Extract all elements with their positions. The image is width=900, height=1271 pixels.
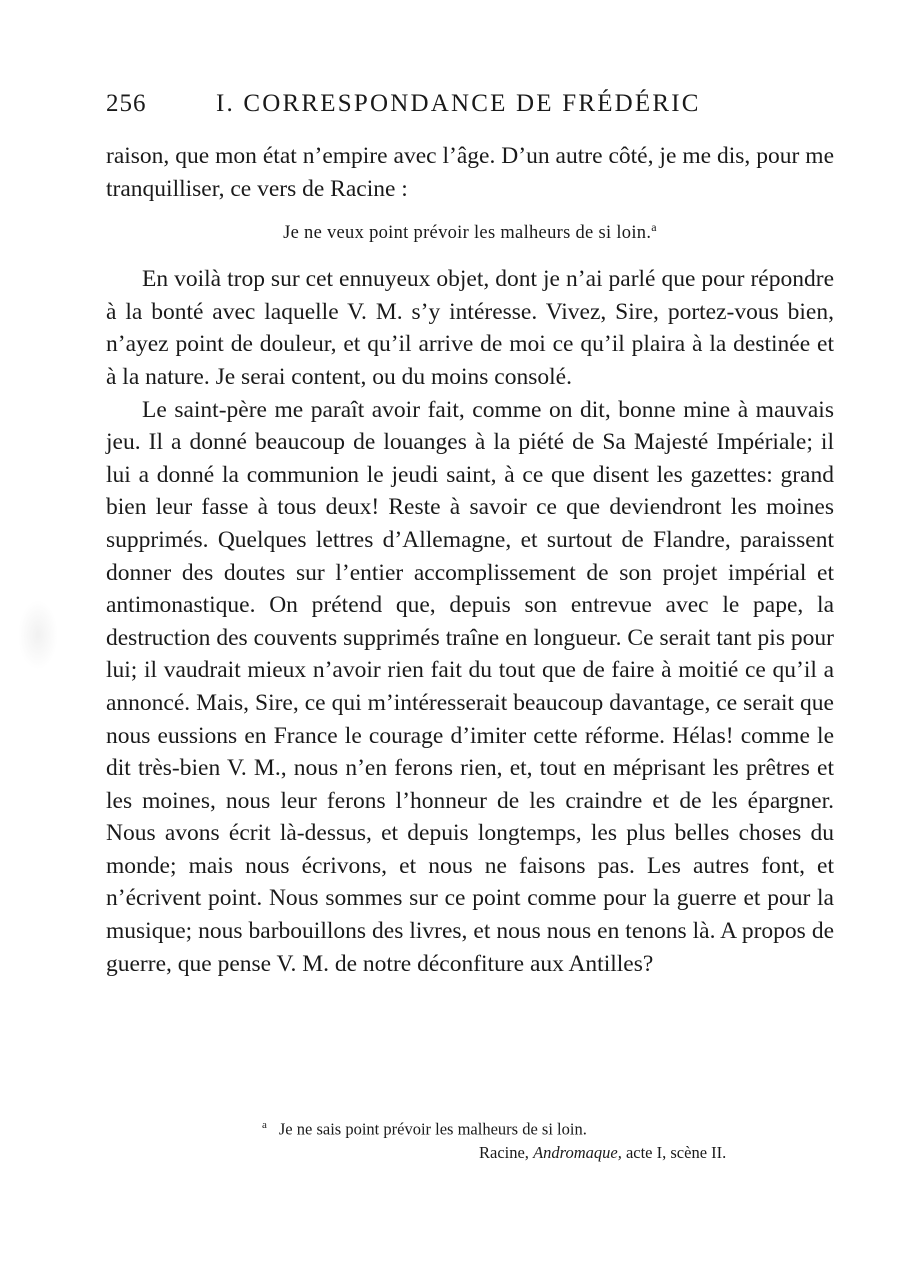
footnote-source (106, 1141, 834, 1164)
body-text (106, 140, 834, 980)
footnotes (106, 1114, 834, 1164)
footnote-source-title: Andromaque, (533, 1142, 622, 1162)
verse-quote-text: Je ne veux point prévoir les malheurs de si loin. (283, 223, 652, 244)
footnote-marker: a (262, 1119, 267, 1131)
paper-stain (18, 600, 58, 670)
verse-quote (106, 217, 834, 249)
page-number: 256 (106, 90, 147, 117)
page-header (106, 90, 846, 126)
footnote-source-author: Racine, (479, 1142, 529, 1162)
paragraph-1: En voilà trop sur cet ennuyeux objet, dont je n’ai parlé que pour répondre à la bonté avec laquelle V. M. s’y intéresse. Vivez, Sire, portez-vous bien, n’ayez point de douleur, et qu’il arrive de moi ce qu’il plaira à la destinée et à la nature. Je serai content, ou du moins consolé. (106, 266, 834, 390)
footnote-source-location: acte I, scène II. (625, 1142, 727, 1162)
continuation-paragraph: raison, que mon état n’empire avec l’âge. D’un autre côté, je me dis, pour me tranquilliser, ce vers de Racine : (106, 143, 834, 202)
running-head: I. CORRESPONDANCE DE FRÉDÉRIC (216, 90, 701, 117)
paragraph-2: Le saint-père me paraît avoir fait, comme on dit, bonne mine à mauvais jeu. Il a donné beaucoup de louanges à la piété de Sa Majesté Impériale; il lui a donné la communion le jeudi saint, à ce que disent les gazettes: grand bien leur fasse à tous deux! Reste à savoir ce que deviendront les moines supprimés. Quelques lettres d’Allemagne, et surtout de Flandre, paraissent donner des doutes sur l’entier accomplissement de son projet impérial et antimonastique. On prétend que, depuis son entrevue avec le pape, la destruction des couvents supprimés traîne en longueur. Ce serait tant pis pour lui; il vaudrait mieux n’avoir rien fait du tout que de faire à moitié ce qu’il a annoncé. Mais, Sire, ce qui m’intéresserait beaucoup davantage, ce serait que nous eussions en France le courage d’imiter cette réforme. Hélas! comme le dit très-bien V. M., nous n’en ferons rien, et, tout en méprisant les prêtres et les moines, nous leur ferons l’honneur de les craindre et de les épargner. Nous avons écrit là-dessus, et depuis longtemps, les plus belles choses du monde; mais nous écrivons, et nous ne faisons pas. Les autres font, et n’écrivent point. Nous sommes sur ce point comme pour la guerre et pour la musique; nous barbouillons des livres, et nous nous en tenons là. A propos de guerre, que pense V. M. de notre déconfiture aux Antilles? (106, 396, 834, 977)
footnote-text: Je ne sais point prévoir les malheurs de si loin. (278, 1119, 587, 1139)
footnote-reference: a (651, 220, 657, 235)
footnote-line (106, 1114, 834, 1141)
